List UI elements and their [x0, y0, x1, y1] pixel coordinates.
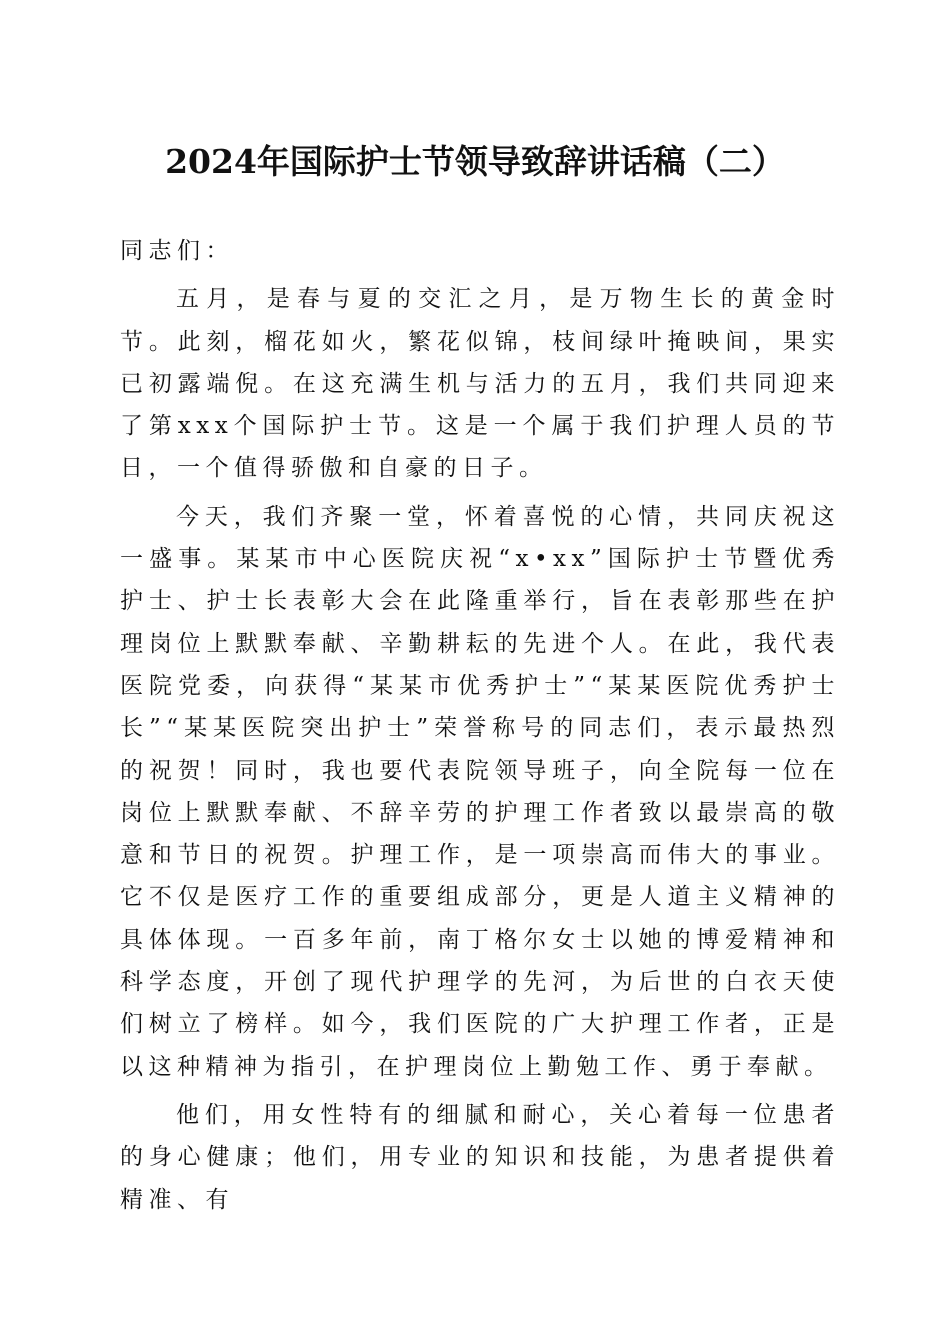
paragraph: 今天，我们齐聚一堂，怀着喜悦的心情，共同庆祝这一盛事。某某市中心医院庆祝“x•xx”国际护士节暨优秀护士、护士长表彰大会在此隆重举行，旨在表彰那些在护理岗位上默默奉献、辛勤耕耘的先进个人。在此，我代表医院党委，向获得“某某市优秀护士”“某某医院优秀护士长”“某某医院突出护士”荣誉称号的同志们，表示最热烈的祝贺！同时，我也要代表院领导班子，向全院每一位在岗位上默默奉献、不辞辛劳的护理工作者致以最崇高的敬意和节日的祝贺。护理工作，是一项崇高而伟大的事业。它不仅是医疗工作的重要组成部分，更是人道主义精神的具体体现。一百多年前，南丁格尔女士以她的博爱精神和科学态度，开创了现代护理学的先河，为后世的白衣天使们树立了榜样。如今，我们医院的广大护理工作者，正是以这种精神为指引，在护理岗位上勤勉工作、勇于奉献。: [120, 503, 840, 1080]
paragraph: 他们，用女性特有的细腻和耐心，关心着每一位患者的身心健康；他们，用专业的知识和技能，为患者提供着精准、有: [120, 1101, 840, 1213]
document-title: 2024年国际护士节领导致辞讲话稿（二）: [165, 142, 785, 181]
paragraph: 五月，是春与夏的交汇之月，是万物生长的黄金时节。此刻，榴花如火，繁花似锦，枝间绿叶掩映间，果实已初露端倪。在这充满生机与活力的五月，我们共同迎来了第xxx个国际护士节。这是一个属于我们护理人员的节日，一个值得骄傲和自豪的日子。: [120, 286, 840, 482]
salutation: 同志们：: [120, 238, 234, 264]
document-body: [120, 230, 840, 1221]
